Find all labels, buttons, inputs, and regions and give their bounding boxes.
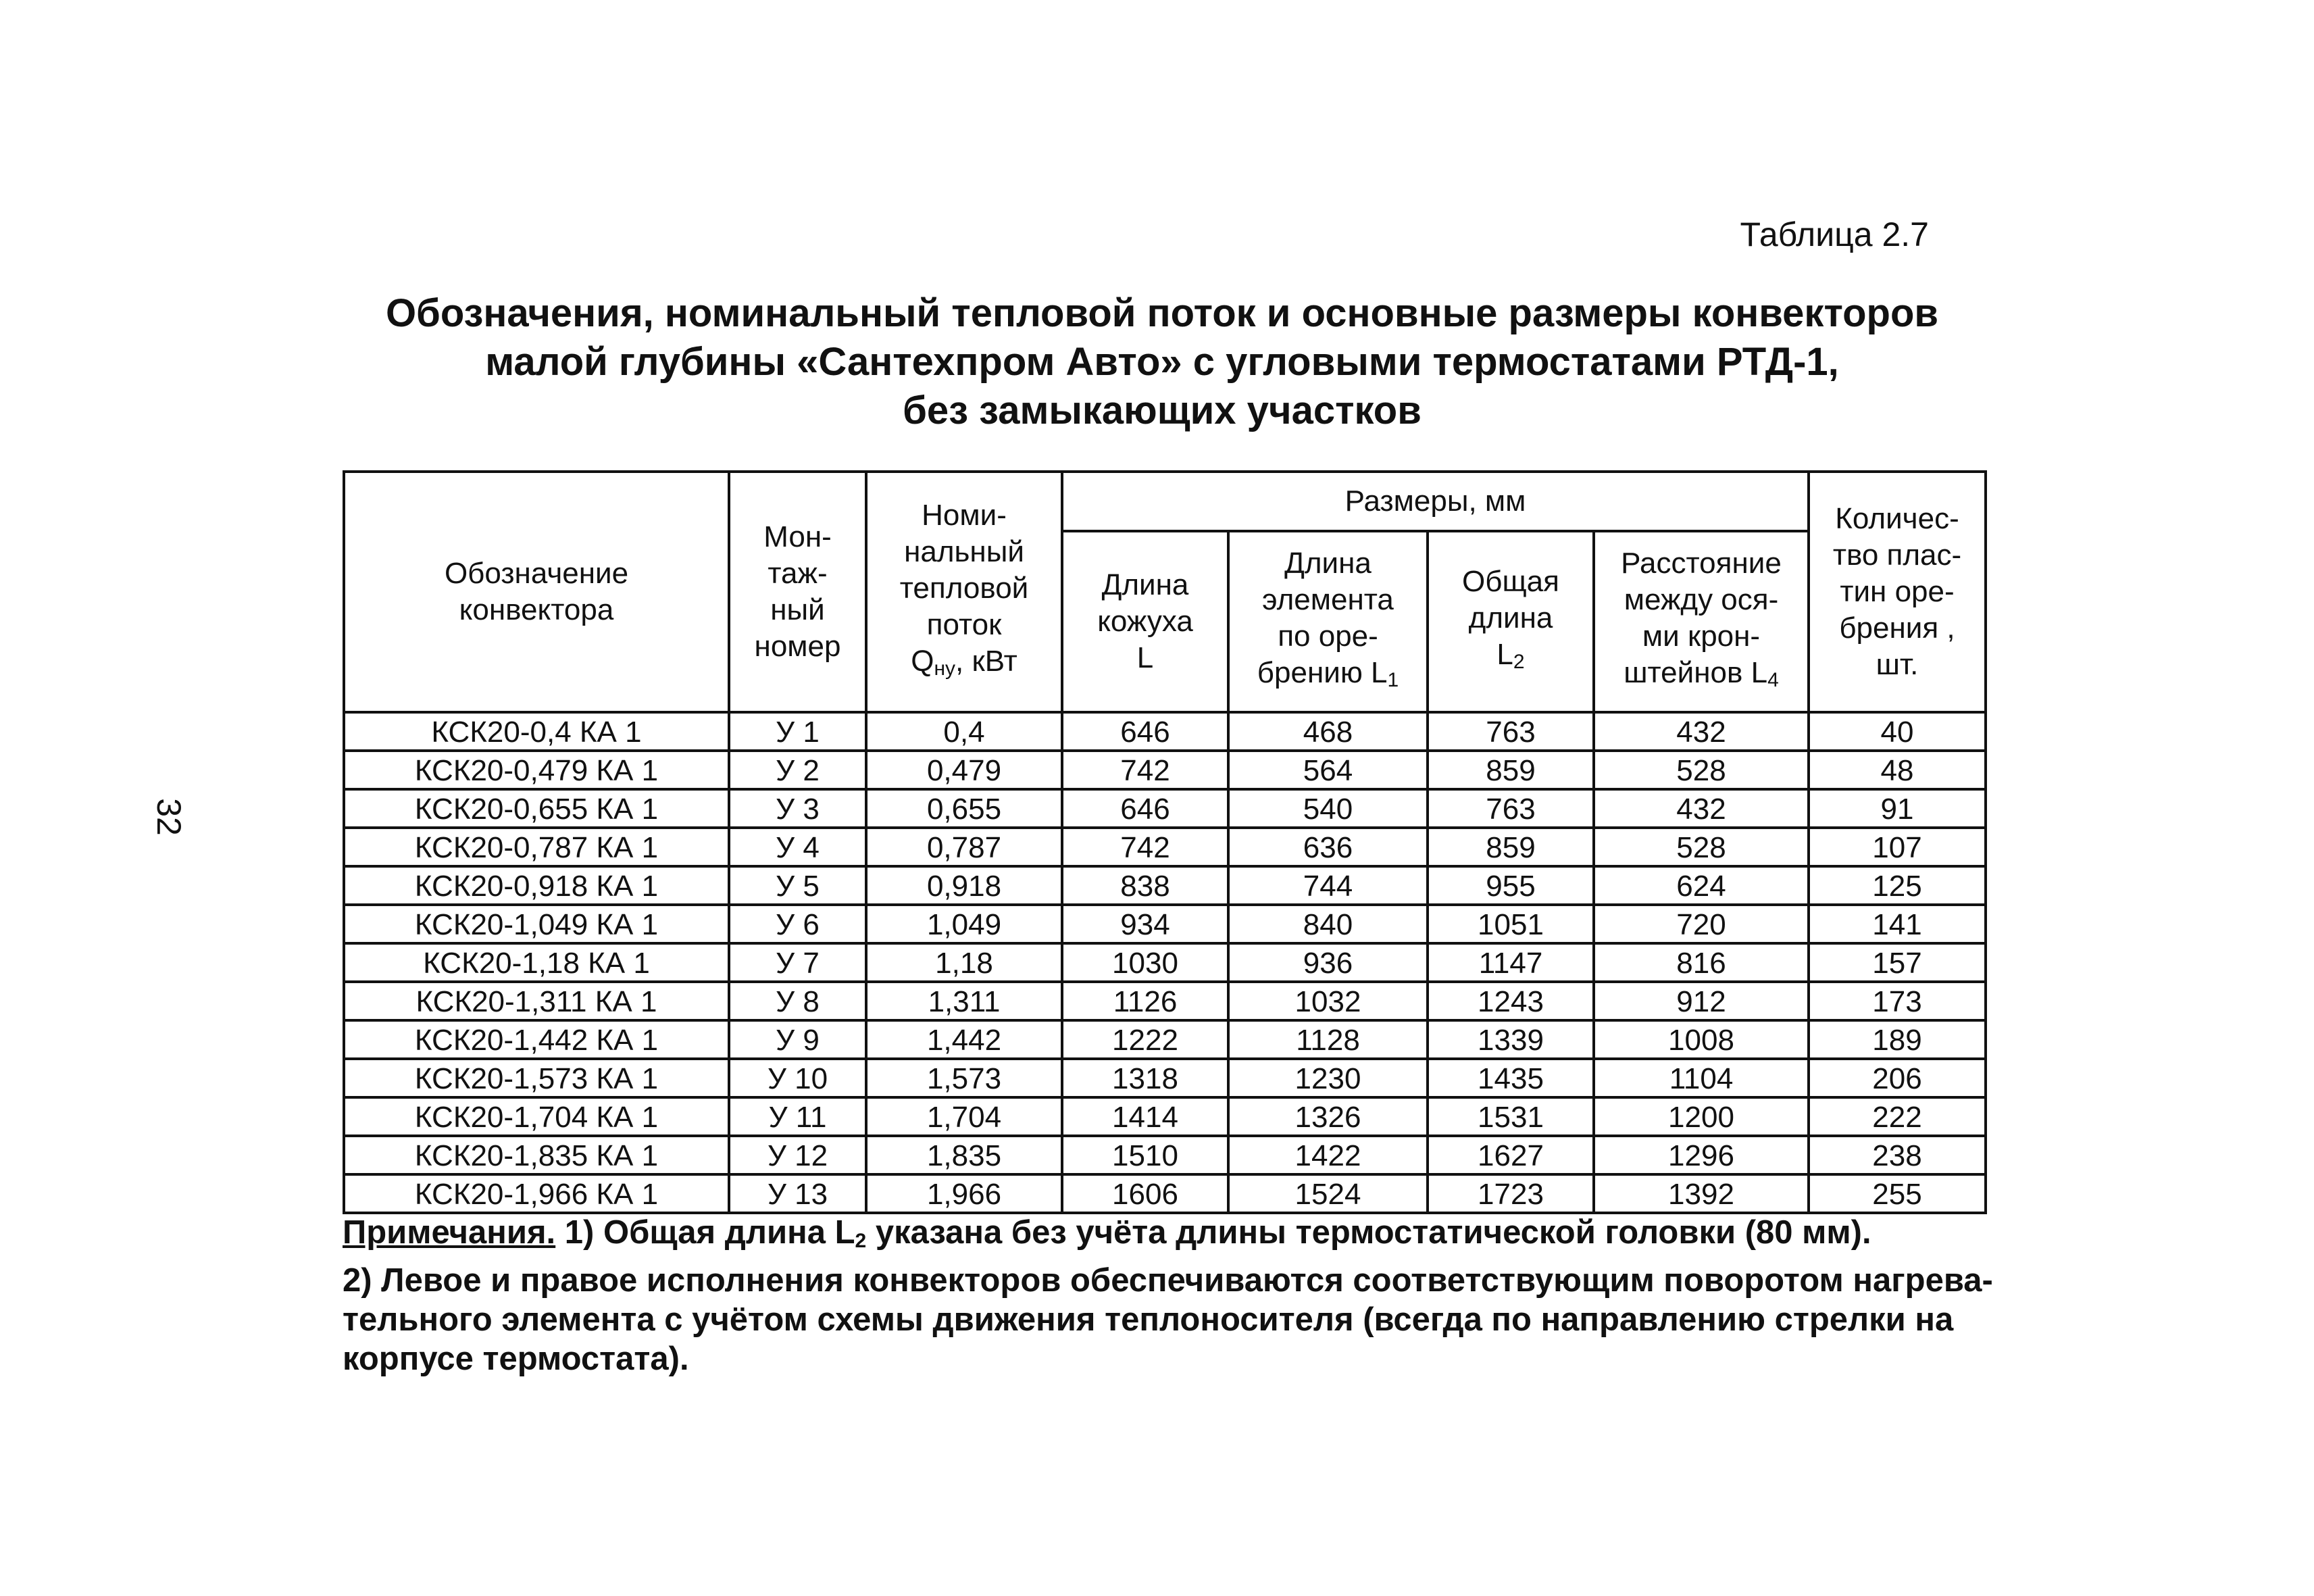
cell-bracket-distance: 912 — [1594, 982, 1809, 1020]
cell-fin-count: 173 — [1809, 982, 1986, 1020]
cell-bracket-distance: 1296 — [1594, 1136, 1809, 1174]
cell-heat-flow: 1,442 — [866, 1020, 1062, 1059]
cell-mount-number: У 11 — [729, 1097, 866, 1136]
cell-bracket-distance: 1200 — [1594, 1097, 1809, 1136]
cell-fin-count: 189 — [1809, 1020, 1986, 1059]
cell-bracket-distance: 816 — [1594, 943, 1809, 982]
cell-element-length: 1128 — [1228, 1020, 1428, 1059]
table-row — [344, 789, 1986, 828]
table-row — [344, 712, 1986, 751]
cell-casing-length: 1606 — [1062, 1174, 1228, 1213]
header-heat-flow: Номи- нальный тепловой поток $Q_{ну}$, кВт — [866, 472, 1062, 712]
cell-designation: КСК20-0,655 КА 1 — [344, 789, 729, 828]
cell-total-length: 859 — [1428, 828, 1594, 866]
cell-designation: КСК20-1,442 КА 1 — [344, 1020, 729, 1059]
cell-designation: КСК20-1,835 КА 1 — [344, 1136, 729, 1174]
cell-heat-flow: 1,049 — [866, 905, 1062, 943]
cell-element-length: 744 — [1228, 866, 1428, 905]
cell-fin-count: 48 — [1809, 751, 1986, 789]
table-label: Таблица 2.7 — [1740, 216, 1929, 253]
cell-fin-count: 206 — [1809, 1059, 1986, 1097]
table-row — [344, 982, 1986, 1020]
cell-casing-length: 1126 — [1062, 982, 1228, 1020]
header-mount-number: Мон- таж- ный номер — [729, 472, 866, 712]
header-dimensions: Размеры, мм — [1062, 472, 1809, 531]
title-line: Обозначения, номинальный тепловой поток и основные размеры конвекторов — [385, 291, 1939, 335]
cell-mount-number: У 7 — [729, 943, 866, 982]
cell-casing-length: 838 — [1062, 866, 1228, 905]
cell-fin-count: 255 — [1809, 1174, 1986, 1213]
table-row — [344, 866, 1986, 905]
note-2-line: тельного элемента с учётом схемы движения теплоносителя (всегда по направлению стрелки на — [343, 1301, 1954, 1338]
cell-bracket-distance: 528 — [1594, 828, 1809, 866]
cell-element-length: 936 — [1228, 943, 1428, 982]
header-element-length: Длина элемента по оре- брению $L_1$ — [1228, 531, 1428, 712]
cell-bracket-distance: 528 — [1594, 751, 1809, 789]
cell-designation: КСК20-0,4 КА 1 — [344, 712, 729, 751]
cell-designation: КСК20-1,311 КА 1 — [344, 982, 729, 1020]
notes-label: Примечания. — [343, 1214, 556, 1251]
cell-casing-length: 742 — [1062, 828, 1228, 866]
table-row — [344, 1059, 1986, 1097]
table-row — [344, 905, 1986, 943]
cell-designation: КСК20-1,049 КА 1 — [344, 905, 729, 943]
cell-element-length: 636 — [1228, 828, 1428, 866]
cell-mount-number: У 10 — [729, 1059, 866, 1097]
cell-heat-flow: 1,835 — [866, 1136, 1062, 1174]
cell-casing-length: 646 — [1062, 712, 1228, 751]
cell-designation: КСК20-1,704 КА 1 — [344, 1097, 729, 1136]
cell-bracket-distance: 1008 — [1594, 1020, 1809, 1059]
cell-heat-flow: 1,966 — [866, 1174, 1062, 1213]
table-body — [344, 712, 1986, 1213]
page-title — [311, 289, 2013, 435]
cell-casing-length: 742 — [1062, 751, 1228, 789]
cell-element-length: 564 — [1228, 751, 1428, 789]
cell-heat-flow: 1,18 — [866, 943, 1062, 982]
cell-element-length: 1422 — [1228, 1136, 1428, 1174]
cell-total-length: 763 — [1428, 712, 1594, 751]
cell-designation: КСК20-0,479 КА 1 — [344, 751, 729, 789]
cell-element-length: 1326 — [1228, 1097, 1428, 1136]
cell-heat-flow: 1,704 — [866, 1097, 1062, 1136]
cell-casing-length: 934 — [1062, 905, 1228, 943]
table-row — [344, 1020, 1986, 1059]
note-1: Примечания. 1) Общая длина $L_2$ указана без учёта длины термостатической головки (80 мм). — [343, 1214, 1871, 1252]
table-row — [344, 1097, 1986, 1136]
convector-table — [343, 470, 1987, 1214]
cell-fin-count: 91 — [1809, 789, 1986, 828]
cell-fin-count: 40 — [1809, 712, 1986, 751]
cell-mount-number: У 2 — [729, 751, 866, 789]
cell-designation: КСК20-1,18 КА 1 — [344, 943, 729, 982]
cell-casing-length: 646 — [1062, 789, 1228, 828]
cell-designation: КСК20-1,966 КА 1 — [344, 1174, 729, 1213]
cell-element-length: 1230 — [1228, 1059, 1428, 1097]
cell-bracket-distance: 1104 — [1594, 1059, 1809, 1097]
cell-bracket-distance: 432 — [1594, 789, 1809, 828]
cell-heat-flow: 0,655 — [866, 789, 1062, 828]
cell-heat-flow: 1,573 — [866, 1059, 1062, 1097]
table-row — [344, 828, 1986, 866]
cell-fin-count: 141 — [1809, 905, 1986, 943]
cell-casing-length: 1414 — [1062, 1097, 1228, 1136]
cell-mount-number: У 6 — [729, 905, 866, 943]
cell-casing-length: 1030 — [1062, 943, 1228, 982]
cell-mount-number: У 5 — [729, 866, 866, 905]
cell-heat-flow: 0,479 — [866, 751, 1062, 789]
cell-element-length: 1032 — [1228, 982, 1428, 1020]
cell-bracket-distance: 432 — [1594, 712, 1809, 751]
cell-fin-count: 222 — [1809, 1097, 1986, 1136]
title-line: малой глубины «Сантехпром Авто» с угловыми термостатами РТД-1, — [485, 340, 1839, 384]
cell-total-length: 1723 — [1428, 1174, 1594, 1213]
cell-mount-number: У 13 — [729, 1174, 866, 1213]
cell-designation: КСК20-1,573 КА 1 — [344, 1059, 729, 1097]
notes — [343, 1213, 2005, 1378]
cell-total-length: 1339 — [1428, 1020, 1594, 1059]
cell-heat-flow: 0,4 — [866, 712, 1062, 751]
cell-heat-flow: 0,787 — [866, 828, 1062, 866]
cell-element-length: 540 — [1228, 789, 1428, 828]
cell-total-length: 1147 — [1428, 943, 1594, 982]
header-bracket-distance: Расстояние между ося- ми крон- штейнов $L_4$ — [1594, 531, 1809, 712]
cell-element-length: 1524 — [1228, 1174, 1428, 1213]
cell-fin-count: 107 — [1809, 828, 1986, 866]
cell-casing-length: 1222 — [1062, 1020, 1228, 1059]
cell-element-length: 468 — [1228, 712, 1428, 751]
cell-bracket-distance: 1392 — [1594, 1174, 1809, 1213]
cell-total-length: 1435 — [1428, 1059, 1594, 1097]
cell-heat-flow: 0,918 — [866, 866, 1062, 905]
header-total-length: Общая длина $L_2$ — [1428, 531, 1594, 712]
cell-fin-count: 238 — [1809, 1136, 1986, 1174]
cell-fin-count: 157 — [1809, 943, 1986, 982]
cell-designation: КСК20-0,918 КА 1 — [344, 866, 729, 905]
cell-casing-length: 1510 — [1062, 1136, 1228, 1174]
note-2-line: 2) Левое и правое исполнения конвекторов обеспечиваются соответствующим поворотом нагрева- — [343, 1262, 1993, 1299]
header-casing-length: Длина кожуха L — [1062, 531, 1228, 712]
cell-mount-number: У 8 — [729, 982, 866, 1020]
cell-designation: КСК20-0,787 КА 1 — [344, 828, 729, 866]
cell-total-length: 1627 — [1428, 1136, 1594, 1174]
cell-fin-count: 125 — [1809, 866, 1986, 905]
table-row — [344, 1174, 1986, 1213]
table-row — [344, 751, 1986, 789]
table-row — [344, 943, 1986, 982]
table-row — [344, 1136, 1986, 1174]
note-2-line: корпусе термостата). — [343, 1341, 689, 1377]
cell-total-length: 1051 — [1428, 905, 1594, 943]
cell-total-length: 1243 — [1428, 982, 1594, 1020]
page-number: 32 — [149, 798, 188, 836]
cell-mount-number: У 9 — [729, 1020, 866, 1059]
cell-casing-length: 1318 — [1062, 1059, 1228, 1097]
cell-mount-number: У 1 — [729, 712, 866, 751]
cell-mount-number: У 12 — [729, 1136, 866, 1174]
title-line: без замыкающих участков — [903, 389, 1422, 432]
cell-heat-flow: 1,311 — [866, 982, 1062, 1020]
cell-total-length: 763 — [1428, 789, 1594, 828]
header-designation: Обозначение конвектора — [344, 472, 729, 712]
cell-bracket-distance: 624 — [1594, 866, 1809, 905]
cell-bracket-distance: 720 — [1594, 905, 1809, 943]
cell-total-length: 955 — [1428, 866, 1594, 905]
cell-mount-number: У 4 — [729, 828, 866, 866]
cell-total-length: 859 — [1428, 751, 1594, 789]
cell-element-length: 840 — [1228, 905, 1428, 943]
header-fin-count: Количес- тво плас- тин оре- брения , шт. — [1809, 472, 1986, 712]
cell-total-length: 1531 — [1428, 1097, 1594, 1136]
cell-mount-number: У 3 — [729, 789, 866, 828]
